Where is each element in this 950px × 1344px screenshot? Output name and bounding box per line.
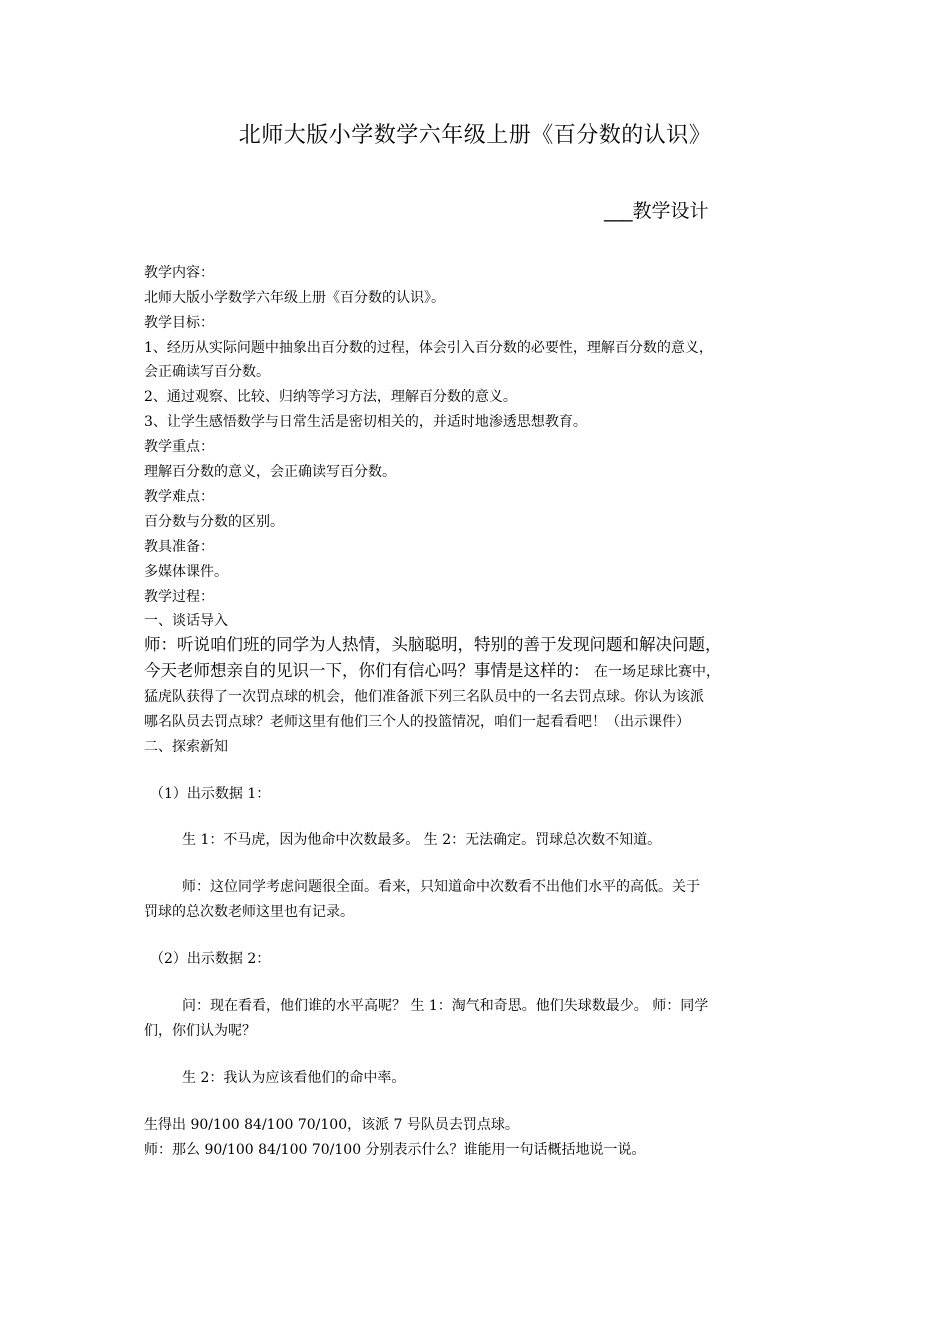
intro-line2 bbox=[144, 658, 814, 684]
teacher-comment-line2: 罚球的总次数老师这里也有记录。 bbox=[144, 904, 354, 920]
goal1-line1: 1、经历从实际问题中抽象出百分数的过程，体会引入百分数的必要性，理解百分数的意义， bbox=[144, 340, 713, 356]
goal2: 2、通过观察、比较、归纳等学习方法，理解百分数的意义。 bbox=[144, 389, 517, 405]
intro-line4: 哪名队员去罚点球？老师这里有他们三个人的投篮情况，咱们一起看看吧！（出示课件） bbox=[144, 714, 690, 730]
content-label: 教学内容： bbox=[144, 265, 214, 281]
data1-heading: （1）出示数据 1： bbox=[150, 786, 271, 802]
tools-label: 教具准备： bbox=[144, 539, 214, 555]
goals-label: 教学目标： bbox=[144, 315, 214, 331]
key-label: 教学重点： bbox=[144, 439, 214, 455]
intro-line2-main: 今天老师想亲自的见识一下，你们有信心吗？事情是这样的： bbox=[144, 661, 590, 680]
key-text: 理解百分数的意义，会正确读写百分数。 bbox=[144, 464, 396, 480]
question-line2: 们，你们认为呢？ bbox=[144, 1023, 256, 1039]
student2-line: 生 2：我认为应该看他们的命中率。 bbox=[182, 1070, 406, 1086]
difficulty-label: 教学难点： bbox=[144, 489, 214, 505]
document-title: 北师大版小学数学六年级上册《百分数的认识》 bbox=[238, 123, 712, 148]
tools-text: 多媒体课件。 bbox=[144, 564, 228, 580]
section2-heading: 二、探索新知 bbox=[144, 739, 228, 755]
section1-heading: 一、谈话导入 bbox=[144, 613, 228, 629]
content-text: 北师大版小学数学六年级上册《百分数的认识》。 bbox=[144, 290, 445, 306]
intro-line1: 师：听说咱们班的同学为人热情，头脑聪明，特别的善于发现问题和解决问题， bbox=[144, 635, 722, 654]
data2-heading: （2）出示数据 2： bbox=[150, 951, 271, 967]
intro-line3: 猛虎队获得了一次罚点球的机会，他们准备派下列三名队员中的一名去罚点球。你认为该派 bbox=[144, 689, 704, 705]
student-answer-line: 生 1：不马虎，因为他命中次数最多。 生 2：无法确定。罚球总次数不知道。 bbox=[182, 832, 662, 848]
question-line1: 问：现在看看，他们谁的水平高呢？ 生 1：淘气和奇思。他们失球数最少。 师：同学 bbox=[182, 998, 709, 1014]
process-label: 教学过程： bbox=[144, 589, 214, 605]
intro-line2-tail: 在一场足球比赛中， bbox=[593, 664, 720, 680]
document-subtitle: ___教学设计 bbox=[604, 200, 709, 222]
teacher-comment-line1: 师：这位同学考虑问题很全面。看来，只知道命中次数看不出他们水平的高低。关于 bbox=[182, 879, 700, 895]
difficulty-text: 百分数与分数的区别。 bbox=[144, 514, 284, 530]
goal1-line2: 会正确读写百分数。 bbox=[144, 364, 270, 380]
result-line: 生得出 90/100 84/100 70/100，该派 7 号队员去罚点球。 bbox=[144, 1117, 519, 1133]
goal3: 3、让学生感悟数学与日常生活是密切相关的，并适时地渗透思想教育。 bbox=[144, 414, 587, 430]
final-question-line: 师：那么 90/100 84/100 70/100 分别表示什么？谁能用一句话概括地说一说。 bbox=[144, 1142, 646, 1158]
